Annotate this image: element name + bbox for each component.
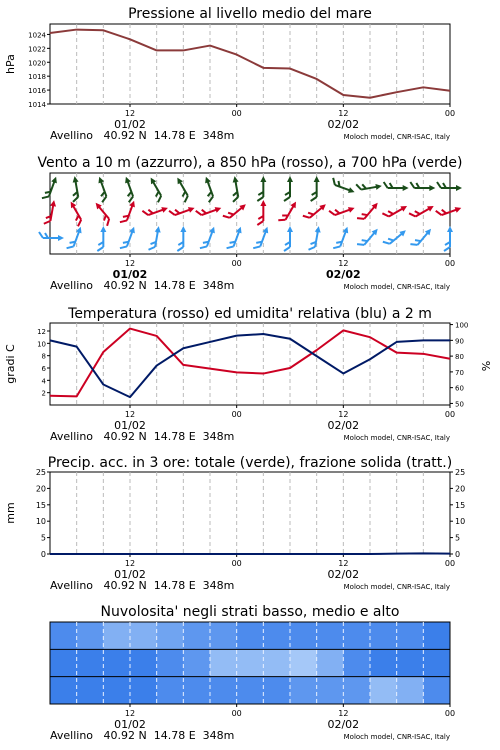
barb-head bbox=[58, 235, 64, 241]
barb-flag bbox=[357, 241, 364, 248]
wind-barb-10m bbox=[97, 226, 106, 251]
barb-flag bbox=[444, 247, 450, 251]
wind-barb-10m bbox=[253, 225, 270, 252]
cloud-cell bbox=[77, 622, 104, 650]
y-tick-label: 1016 bbox=[28, 87, 46, 96]
barb-flag bbox=[169, 209, 175, 216]
barb-head bbox=[314, 176, 320, 182]
x-tick-label: 12 bbox=[124, 410, 136, 419]
model-credit: Moloch model, CNR-ISAC, Italy bbox=[343, 434, 450, 442]
wind-barb-10m bbox=[149, 225, 162, 251]
barb-flag bbox=[142, 209, 148, 216]
temp-rh-title: Temperatura (rosso) ed umidita' relativa (blu) a 2 m bbox=[68, 306, 432, 322]
cloud-cell bbox=[50, 622, 77, 650]
barb-flag bbox=[177, 247, 183, 251]
barb-head bbox=[348, 205, 356, 213]
barb-head bbox=[315, 226, 322, 233]
temp-rh-panel bbox=[0, 303, 500, 448]
model-credit: Moloch model, CNR-ISAC, Italy bbox=[343, 283, 450, 291]
x-tick-label: 12 bbox=[124, 109, 136, 118]
wind-barb-850hPa bbox=[409, 201, 435, 221]
x-tick-label: 00 bbox=[444, 109, 456, 118]
barb-flag bbox=[67, 244, 74, 250]
wind-barb-700hPa bbox=[284, 176, 293, 201]
wind-barb-10m bbox=[67, 225, 84, 252]
barb-flag bbox=[120, 218, 127, 224]
cloud-cell bbox=[263, 622, 290, 650]
humidity-line bbox=[50, 334, 450, 397]
cloud-cell bbox=[370, 622, 397, 650]
location-label: Avellino 40.92 N 14.78 E 348m bbox=[50, 729, 235, 742]
wind-barb-700hPa bbox=[145, 176, 165, 202]
wind-barb-700hPa bbox=[229, 176, 242, 202]
barb-flag bbox=[42, 194, 49, 200]
x-tick-label: 12 bbox=[338, 709, 349, 718]
y-tick-label: 1018 bbox=[28, 73, 46, 82]
wind-barb-10m bbox=[357, 225, 380, 250]
barb-head bbox=[260, 200, 266, 206]
y-axis-label: hPa bbox=[4, 54, 17, 74]
barb-flag bbox=[120, 244, 127, 250]
cloud-cell bbox=[210, 622, 237, 650]
cloud-cell bbox=[157, 677, 184, 705]
cloud-cell bbox=[423, 677, 450, 705]
y2-tick-label: 15 bbox=[455, 500, 466, 510]
barb-head bbox=[175, 176, 183, 184]
date-label: 02/02 bbox=[327, 118, 360, 131]
barb-flag bbox=[384, 182, 388, 188]
y-tick-label: 1022 bbox=[28, 45, 46, 54]
wind-barb-850hPa bbox=[65, 200, 85, 226]
barb-head bbox=[50, 200, 57, 207]
barb-flag bbox=[278, 217, 285, 223]
clouds-title: Nuvolosita' negli strati basso, medio e alto bbox=[100, 604, 400, 620]
barb-flag bbox=[284, 247, 290, 251]
y-tick-label: 4 bbox=[41, 377, 46, 386]
wind-barb-700hPa bbox=[257, 176, 266, 201]
barb-head bbox=[429, 185, 435, 191]
date-label: 01/02 bbox=[112, 268, 148, 281]
barb-head bbox=[455, 205, 463, 213]
y2-tick-label: 20 bbox=[455, 484, 466, 494]
date-label: 02/02 bbox=[326, 268, 361, 281]
wind-barb-10m bbox=[284, 226, 293, 251]
wind-barb-10m bbox=[39, 232, 64, 241]
wind-barb-850hPa bbox=[257, 200, 266, 225]
pressure-line bbox=[50, 30, 450, 98]
wind-barb-10m bbox=[309, 225, 322, 251]
cloud-cell bbox=[290, 649, 317, 677]
location-label: Avellino 40.92 N 14.78 E 348m bbox=[50, 129, 235, 142]
x-tick-label: 00 bbox=[231, 410, 242, 419]
model-credit: Moloch model, CNR-ISAC, Italy bbox=[343, 583, 450, 591]
wind-barb-850hPa bbox=[382, 201, 408, 221]
x-tick-label: 00 bbox=[231, 559, 242, 568]
cloud-cell bbox=[290, 677, 317, 705]
plot-frame bbox=[50, 24, 450, 104]
wind-barb-850hPa bbox=[357, 199, 380, 224]
date-label: 01/02 bbox=[114, 419, 146, 432]
wind-barb-10m bbox=[383, 226, 408, 249]
barb-head bbox=[100, 226, 106, 232]
date-label: 01/02 bbox=[114, 118, 146, 131]
barb-flag bbox=[105, 219, 112, 226]
cloud-cell bbox=[130, 622, 157, 650]
cloud-cell bbox=[343, 649, 370, 677]
barb-flag bbox=[223, 213, 230, 220]
cloud-cell bbox=[263, 677, 290, 705]
clouds-panel bbox=[0, 600, 500, 750]
x-tick-label: 12 bbox=[338, 109, 349, 118]
barb-head bbox=[72, 176, 79, 183]
wind-barb-700hPa bbox=[120, 176, 137, 203]
cloud-cell bbox=[237, 622, 264, 650]
barb-head bbox=[155, 226, 162, 233]
barb-flag bbox=[257, 197, 263, 201]
y2-tick-label: 70 bbox=[455, 368, 464, 377]
barb-head bbox=[161, 205, 169, 213]
wind-barb-850hPa bbox=[436, 202, 463, 219]
cloud-cell bbox=[103, 622, 130, 650]
barb-flag bbox=[437, 182, 441, 188]
x-tick-label: 12 bbox=[338, 410, 349, 419]
wind-barb-10m bbox=[177, 226, 186, 251]
cloud-cell bbox=[317, 677, 344, 705]
cloud-cell bbox=[343, 677, 370, 705]
cloud-cell bbox=[423, 649, 450, 677]
barb-flag bbox=[207, 196, 214, 202]
cloud-cell bbox=[103, 677, 130, 705]
wind-barb-700hPa bbox=[94, 176, 111, 203]
barb-flag bbox=[436, 209, 442, 216]
location-label: Avellino 40.92 N 14.78 E 348m bbox=[50, 279, 235, 292]
barb-flag bbox=[72, 197, 79, 202]
wind-barb-700hPa bbox=[200, 176, 217, 203]
cloud-cell bbox=[397, 677, 424, 705]
barb-flag bbox=[97, 247, 103, 251]
date-label: 02/02 bbox=[327, 568, 360, 581]
date-label: 02/02 bbox=[327, 419, 360, 432]
y2-tick-label: 90 bbox=[455, 337, 464, 346]
barb-flag bbox=[253, 244, 260, 250]
barb-flag bbox=[200, 244, 207, 250]
y-tick-label: 1020 bbox=[28, 59, 46, 68]
wind-barb-850hPa bbox=[91, 201, 114, 226]
x-tick-label: 00 bbox=[231, 259, 242, 268]
cloud-cell bbox=[50, 649, 77, 677]
y2-tick-label: 100 bbox=[455, 321, 469, 330]
wind-barb-700hPa bbox=[69, 176, 82, 202]
wind-chart bbox=[0, 152, 500, 297]
y-axis-label: gradi C bbox=[4, 344, 17, 384]
precip-title: Precip. acc. in 3 ore: totale (verde), frazione solida (tratt.) bbox=[47, 455, 453, 471]
cloud-cell bbox=[130, 677, 157, 705]
wind-barb-850hPa bbox=[120, 199, 137, 226]
barb-flag bbox=[101, 196, 108, 202]
precip-chart bbox=[0, 452, 500, 597]
wind-barb-700hPa bbox=[356, 180, 382, 193]
cloud-cell bbox=[130, 649, 157, 677]
wind-barb-850hPa bbox=[278, 199, 298, 225]
wind-barb-700hPa bbox=[172, 176, 192, 202]
y-axis-label: mm bbox=[4, 502, 17, 524]
barb-head bbox=[68, 200, 76, 208]
wind-title: Vento a 10 m (azzurro), a 850 hPa (rosso), a 700 hPa (verde) bbox=[37, 155, 463, 171]
barb-head bbox=[456, 185, 462, 191]
wind-barb-10m bbox=[410, 225, 433, 250]
y-tick-label: 25 bbox=[35, 468, 46, 477]
cloud-cell bbox=[77, 649, 104, 677]
barb-head bbox=[148, 176, 156, 184]
cloud-cell bbox=[370, 649, 397, 677]
clouds-chart bbox=[0, 600, 500, 750]
wind-barb-10m bbox=[227, 225, 244, 252]
cloud-cell bbox=[370, 677, 397, 705]
x-tick-label: 12 bbox=[124, 709, 136, 718]
y-tick-label: 12 bbox=[37, 328, 46, 337]
precip-line bbox=[50, 553, 450, 554]
barb-flag bbox=[356, 184, 361, 191]
barb-head bbox=[260, 176, 266, 182]
cloud-cell bbox=[183, 649, 210, 677]
x-tick-label: 00 bbox=[444, 259, 456, 268]
x-tick-label: 00 bbox=[444, 410, 456, 419]
barb-head bbox=[215, 205, 223, 213]
cloud-cell bbox=[157, 622, 184, 650]
y2-tick-label: 25 bbox=[455, 468, 466, 477]
barb-head bbox=[232, 176, 239, 183]
barb-flag bbox=[196, 209, 202, 216]
barb-head bbox=[400, 203, 408, 211]
y-tick-label: 0 bbox=[40, 550, 46, 559]
date-label: 02/02 bbox=[327, 718, 360, 731]
wind-barb-10m bbox=[200, 225, 217, 252]
wind-barb-10m bbox=[444, 226, 453, 251]
cloud-cell bbox=[77, 677, 104, 705]
barb-flag bbox=[331, 178, 337, 185]
barb-head bbox=[375, 183, 382, 190]
wind-barb-10m bbox=[333, 225, 350, 252]
cloud-cell bbox=[423, 622, 450, 650]
wind-barb-850hPa bbox=[303, 200, 328, 223]
y-tick-label: 8 bbox=[41, 352, 46, 361]
y2-tick-label: 80 bbox=[455, 353, 464, 362]
y2-tick-label: 5 bbox=[455, 533, 461, 543]
y2-tick-label: 0 bbox=[455, 550, 461, 559]
x-tick-label: 12 bbox=[124, 259, 136, 268]
barb-flag bbox=[309, 246, 316, 251]
y-tick-label: 5 bbox=[40, 533, 46, 543]
y-tick-label: 10 bbox=[37, 340, 46, 349]
cloud-cell bbox=[183, 677, 210, 705]
x-tick-label: 12 bbox=[124, 559, 136, 568]
barb-flag bbox=[44, 220, 51, 225]
temp-rh-chart bbox=[0, 303, 500, 448]
location-label: Avellino 40.92 N 14.78 E 348m bbox=[50, 579, 235, 592]
barb-flag bbox=[232, 197, 239, 202]
y-tick-label: 6 bbox=[41, 365, 46, 374]
barb-head bbox=[287, 226, 293, 232]
cloud-cell bbox=[210, 677, 237, 705]
cloud-cell bbox=[50, 677, 77, 705]
barb-flag bbox=[409, 211, 415, 218]
barb-flag bbox=[39, 232, 43, 238]
y2-tick-label: 60 bbox=[455, 384, 464, 393]
barb-head bbox=[348, 187, 356, 195]
barb-flag bbox=[284, 197, 290, 201]
cloud-cell bbox=[183, 622, 210, 650]
wind-barb-850hPa bbox=[329, 202, 356, 219]
barb-flag bbox=[383, 239, 390, 246]
x-tick-label: 00 bbox=[444, 559, 456, 568]
barb-head bbox=[287, 176, 293, 182]
x-tick-label: 00 bbox=[444, 709, 456, 718]
pressure-chart bbox=[0, 0, 500, 145]
barb-flag bbox=[357, 215, 364, 222]
y-tick-label: 1014 bbox=[28, 101, 46, 109]
wind-barb-700hPa bbox=[311, 176, 320, 201]
barb-head bbox=[427, 203, 435, 211]
x-tick-label: 12 bbox=[338, 259, 349, 268]
wind-barb-850hPa bbox=[196, 202, 223, 219]
y-tick-label: 20 bbox=[35, 484, 46, 494]
cloud-cell bbox=[157, 649, 184, 677]
barb-flag bbox=[382, 211, 388, 218]
pressure-panel bbox=[0, 0, 500, 145]
barb-flag bbox=[410, 182, 414, 188]
barb-head bbox=[290, 200, 298, 208]
x-tick-label: 12 bbox=[338, 559, 349, 568]
barb-head bbox=[447, 226, 453, 232]
cloud-cell bbox=[397, 622, 424, 650]
x-tick-label: 00 bbox=[231, 109, 242, 118]
barb-flag bbox=[149, 246, 156, 251]
barb-head bbox=[180, 226, 186, 232]
barb-flag bbox=[333, 244, 340, 250]
y2-tick-label: 10 bbox=[455, 517, 466, 527]
barb-flag bbox=[303, 213, 310, 220]
cloud-cell bbox=[317, 622, 344, 650]
y-tick-label: 15 bbox=[35, 500, 46, 510]
pressure-title: Pressione al livello medio del mare bbox=[128, 6, 372, 22]
cloud-cell bbox=[237, 677, 264, 705]
y2-axis-label: % bbox=[480, 360, 493, 372]
y-tick-label: 2 bbox=[41, 389, 46, 398]
wind-barb-850hPa bbox=[169, 202, 196, 219]
y-tick-label: 10 bbox=[35, 517, 46, 527]
barb-flag bbox=[410, 241, 417, 248]
barb-head bbox=[403, 185, 409, 191]
cloud-cell bbox=[290, 622, 317, 650]
y-tick-label: 1024 bbox=[28, 31, 46, 40]
cloud-cell bbox=[343, 622, 370, 650]
wind-panel bbox=[0, 152, 500, 297]
cloud-cell bbox=[317, 649, 344, 677]
y2-tick-label: 50 bbox=[455, 400, 464, 409]
barb-head bbox=[188, 205, 196, 213]
cloud-cell bbox=[103, 649, 130, 677]
wind-barb-850hPa bbox=[142, 202, 169, 219]
location-label: Avellino 40.92 N 14.78 E 348m bbox=[50, 430, 235, 443]
cloud-cell bbox=[237, 649, 264, 677]
barb-head bbox=[51, 176, 59, 184]
wind-barb-10m bbox=[120, 225, 137, 252]
model-credit: Moloch model, CNR-ISAC, Italy bbox=[343, 133, 450, 141]
date-label: 01/02 bbox=[114, 568, 146, 581]
temperature-line bbox=[50, 329, 450, 397]
barb-flag bbox=[227, 244, 234, 250]
barb-flag bbox=[257, 221, 263, 225]
date-label: 01/02 bbox=[114, 718, 146, 731]
model-credit: Moloch model, CNR-ISAC, Italy bbox=[343, 733, 450, 741]
barb-flag bbox=[329, 209, 335, 216]
wind-barb-850hPa bbox=[223, 200, 248, 223]
plot-frame bbox=[50, 472, 450, 554]
x-tick-label: 00 bbox=[231, 709, 242, 718]
precip-panel bbox=[0, 452, 500, 597]
cloud-cell bbox=[397, 649, 424, 677]
cloud-cell bbox=[210, 649, 237, 677]
cloud-cell bbox=[263, 649, 290, 677]
barb-flag bbox=[311, 197, 317, 201]
